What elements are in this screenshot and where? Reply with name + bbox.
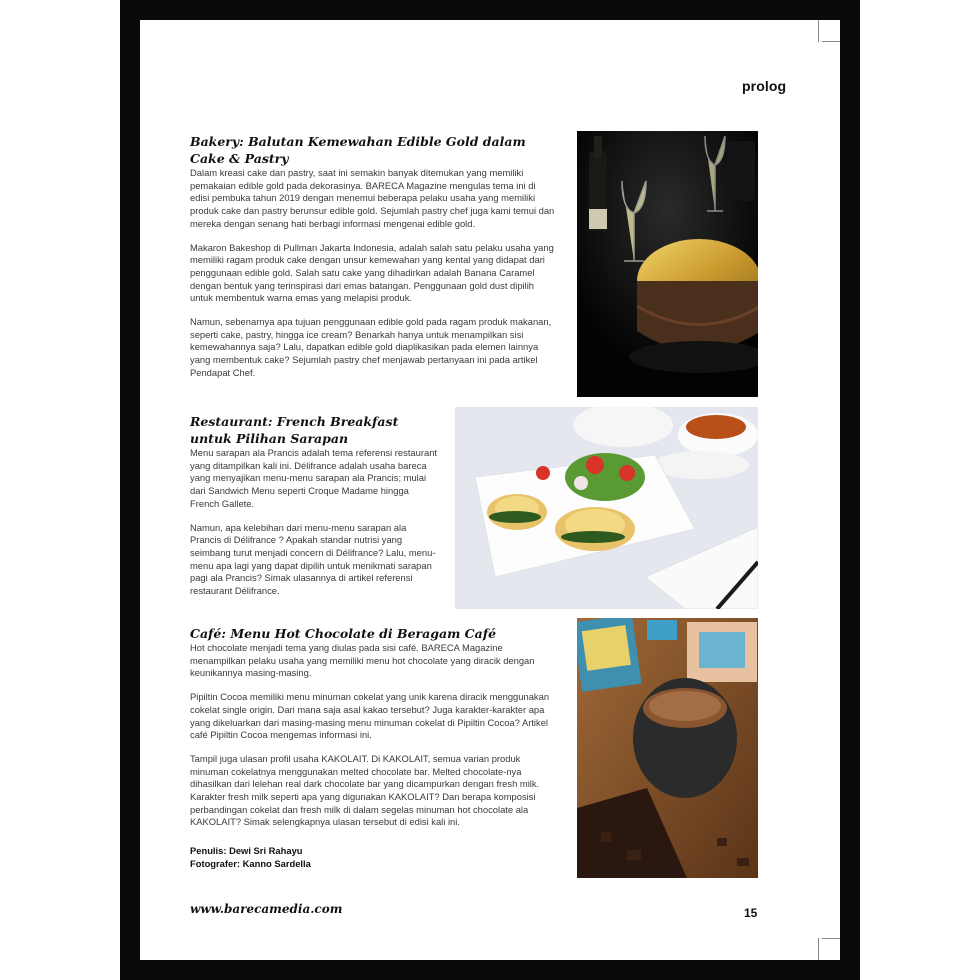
credits — [190, 844, 311, 870]
breakfast-photo — [455, 407, 758, 609]
article-paragraph: Hot chocolate menjadi tema yang diulas pada sisi café. BARECA Magazine menampilkan pelaku usaha yang memiliki menu hot chocolate yang diracik dengan keunikannya masing-masing. — [190, 642, 535, 679]
article-paragraph: Dalam kreasi cake dan pastry, saat ini semakin banyak ditemukan yang memiliki pemakaian edible gold pada dekorasinya. BARECA Magazine mengulas tema ini di edisi pembuka tahun 2019 dengan menemui beberapa pelaku usaha yang memiliki produk cake dan pastry berunsur edible gold. Sejumlah pastry chef juga kami temui dan mereka dengan senang hati berbagi informasi mengenai edible gold. — [190, 167, 555, 229]
article-paragraph: Menu sarapan ala Prancis adalah tema referensi restaurant yang ditampilkan kali ini. Délifrance adalah usaha bareca yang menyajikan menu-menu sarapan ala Prancis; mulai dari Sandwich Menu seperti Croque Madame hingga French Gallete. — [190, 447, 438, 509]
section-label: prolog — [742, 78, 787, 94]
crop-mark — [822, 938, 840, 939]
article-title: Café: Menu Hot Chocolate di Beragam Café — [190, 626, 497, 641]
article-bakery — [190, 133, 556, 391]
footer-url: www.barecamedia.com — [190, 902, 343, 916]
page-number: 15 — [744, 906, 758, 920]
article-title: Restaurant: French Breakfast untuk Pilihan Sarapan — [190, 414, 399, 446]
article-title: Bakery: Balutan Kemewahan Edible Gold dalam Cake & Pastry — [190, 134, 526, 166]
article-paragraph: Namun, sebenarnya apa tujuan penggunaan edible gold pada ragam produk makanan, seperti cake, pastry, hingga ice cream? Benarkah hanya untuk menampilkan sisi kemewahannya saja? Lalu, dapatkan edible gold diaplikasikan pada elemen lainnya yang membentuk cake? Sejumlah pastry chef menjawab pertanyaan ini pada artikel Pendapat Chef. — [190, 316, 552, 378]
article-paragraph: Pipiltin Cocoa memiliki menu minuman cokelat yang unik karena diracik menggunakan cokelat single origin. Dari mana saja asal kakao tersebut? Juga karakter-karakter apa yang dikeluarkan dari masing-masing menu minuman cokelat di Pipiltin Cocoa? Artikel café Pipiltin Cocoa mengemas informasi ini. — [190, 691, 550, 741]
scan-border-right — [840, 0, 860, 980]
article-paragraph: Namun, apa kelebihan dari menu-menu sarapan ala Prancis di Délifrance ? Apakah standar nutrisi yang seimbang turut menjadi concern di Délifrance? Lalu, menu-menu apa lagi yang dapat dipilih untuk menikmati sarapan pagi ala Prancis? Simak ulasannya di artikel referensi restaurant Délifrance. — [190, 521, 436, 597]
article-paragraph: Tampil juga ulasan profil usaha KAKOLAIT. Di KAKOLAIT, semua varian produk minuman cokelatnya menggunakan melted chocolate bar. Melted chocolate-nya dihasilkan dari lelehan real dark chocolate bar yang dicampurkan dengan fresh milk. Karakter fresh milk seperti apa yang digunakan KAKOLAIT? Dan berapa komposisi perbandingan cokelat dan fresh milk di dalam segelas minuman hot chocolate ala KAKOLAIT? Simak selengkapnya ulasan tersebut di edisi kali ini. — [190, 752, 540, 828]
gold-cake-photo — [577, 131, 758, 397]
scan-border-left — [120, 0, 140, 980]
article-cafe — [190, 625, 556, 840]
crop-mark — [818, 20, 819, 42]
photographer-credit: Fotografer: Kanno Sardella — [190, 858, 311, 869]
writer-credit: Penulis: Dewi Sri Rahayu — [190, 845, 303, 856]
hot-chocolate-photo — [577, 618, 758, 878]
article-paragraph: Makaron Bakeshop di Pullman Jakarta Indonesia, adalah salah satu pelaku usaha yang memiliki ragam produk cake dengan unsur kemewahan yang kental yang didapat dari penggunaan edible gold. Salah satu cake yang dihadirkan adalah Banana Caramel dengan bentuk yang terinspirasi dari emas batangan. Penggunaan gold dust dipilih untuk membentuk warna emas yang melapisi produk. — [190, 241, 554, 304]
scan-border-top — [120, 0, 860, 20]
scan-border-bottom — [120, 960, 860, 980]
crop-mark — [822, 41, 840, 42]
article-restaurant — [190, 413, 440, 609]
crop-mark — [818, 938, 819, 960]
